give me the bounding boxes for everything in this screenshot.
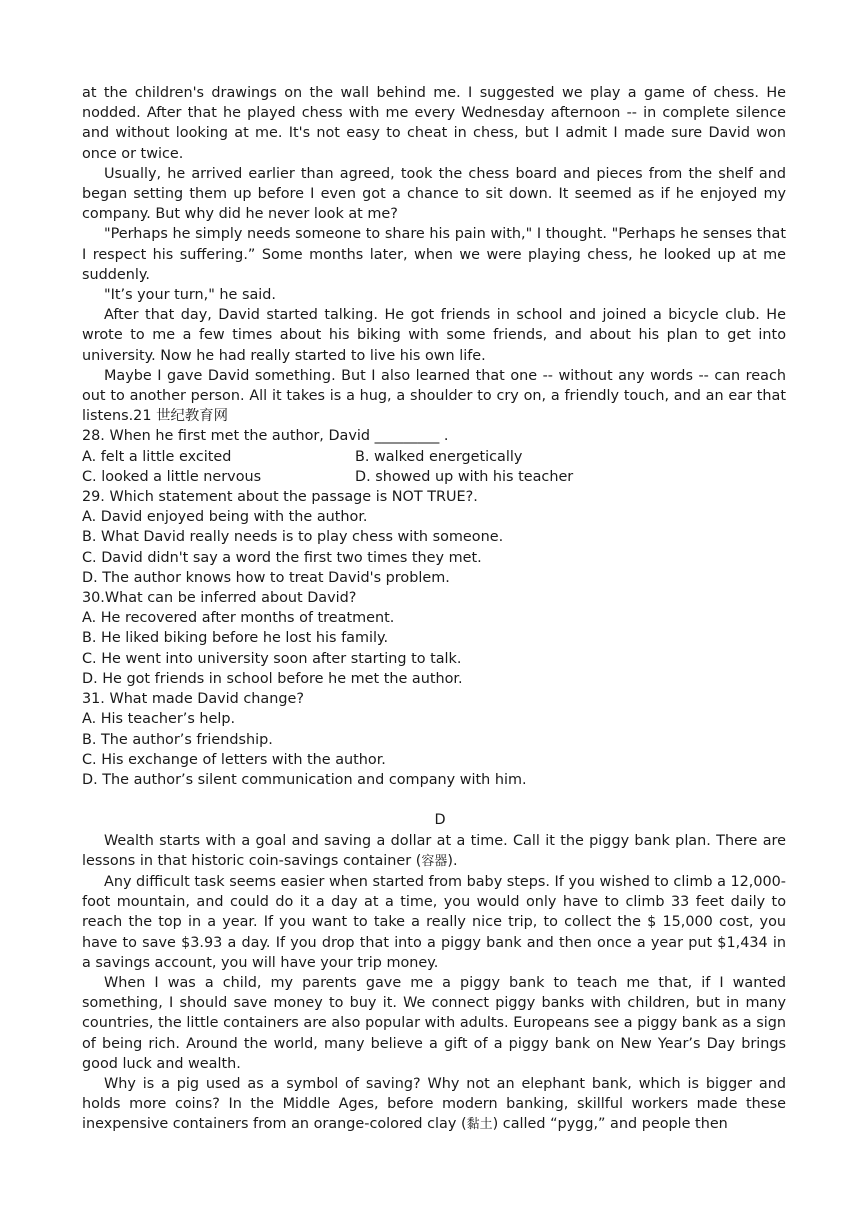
text-run: ). — [447, 852, 458, 869]
option-a: A. David enjoyed being with the author. — [82, 509, 368, 526]
option-d: D. The author knows how to treat David's problem. — [82, 569, 450, 586]
passage-d-paragraph — [82, 1074, 786, 1136]
option-b: B. He liked biking before he lost his family. — [82, 630, 389, 647]
question-29 — [82, 487, 786, 588]
passage-c-paragraph: at the children's drawings on the wall behind me. I suggested we play a game of chess. He nodded. After that he played chess with me every Wednesday afternoon -- in complete silence and without looking at me. It's not easy to cheat in chess, but I admit I made sure David won once or twice. — [82, 85, 786, 162]
option-c: C. He went into university soon after starting to talk. — [82, 650, 462, 667]
passage-d-paragraph: When I was a child, my parents gave me a piggy bank to teach me that, if I wanted something, I should save money to buy it. We connect piggy banks with children, but in many countries, the little containers are also popular with adults. Europeans see a piggy bank as a sign of being rich. Around the world, many believe a gift of a piggy bank on New Year’s Day brings good luck and wealth. — [82, 974, 786, 1072]
chinese-gloss: 黏土 — [466, 1117, 493, 1133]
option-row — [82, 447, 786, 467]
text-run: ) called “pygg,” and people then — [492, 1116, 728, 1133]
question-31 — [82, 689, 786, 790]
passage-c-paragraph: "It’s your turn," he said. — [104, 287, 276, 304]
option-d: D. The author’s silent communication and company with him. — [82, 771, 527, 788]
passage-c-paragraph: Maybe I gave David something. But I also learned that one -- without any words -- can reach out to another person. All it takes is a hug, a shoulder to cry on, a friendly touch, and an ear that listens.21 世纪教育网 — [82, 367, 786, 425]
option-d: D. showed up with his teacher — [355, 468, 574, 485]
option-c: C. David didn't say a word the first two times they met. — [82, 549, 482, 566]
option-a: A. felt a little excited — [82, 448, 232, 465]
question-30 — [82, 588, 786, 689]
question-stem: 30.What can be inferred about David? — [82, 590, 357, 607]
passage-c-paragraph: "Perhaps he simply needs someone to share his pain with," I thought. "Perhaps he senses that I respect his suffering.” Some months later, when we were playing chess, he looked up at me suddenly. — [82, 226, 786, 283]
option-c: C. looked a little nervous — [82, 468, 262, 485]
text-run: Wealth starts with a goal and saving a dollar at a time. Call it the piggy bank plan. There are lessons in that historic coin-savings container ( — [82, 832, 786, 869]
option-c: C. His exchange of letters with the author. — [82, 751, 386, 768]
passage-d-paragraph: Any difficult task seems easier when started from baby steps. If you wished to climb a 12,000-foot mountain, and could do it a day at a time, you would only have to climb 33 feet daily to reach the top in a year. If you want to take a really nice trip, to collect the $ 15,000 cost, you have to save $3.93 a day. If you drop that into a piggy bank and then once a year put $1,434 in a savings account, you will have your trip money. — [82, 873, 787, 971]
document-body — [82, 83, 786, 1136]
text-run: Why is a pig used as a symbol of saving? Why not an elephant bank, which is bigger and holds more coins? In the Middle Ages, before modern banking, skillful workers made these inexpensive containers from an orange-colored clay ( — [82, 1075, 786, 1133]
spacer — [82, 790, 786, 810]
option-b: B. walked energetically — [355, 448, 523, 465]
option-b: B. What David really needs is to play chess with someone. — [82, 529, 504, 546]
passage-c-paragraph: Usually, he arrived earlier than agreed, took the chess board and pieces from the shelf and began setting them up before I even got a chance to sit down. It seemed as if he enjoyed my company. But why did he never look at me? — [82, 165, 786, 223]
option-a: A. He recovered after months of treatment. — [82, 610, 395, 627]
chinese-gloss: 容器 — [421, 853, 448, 869]
question-stem: 31. What made David change? — [82, 691, 304, 708]
question-stem: 28. When he first met the author, David _________ . — [82, 428, 449, 445]
option-d: D. He got friends in school before he met the author. — [82, 670, 463, 687]
option-b: B. The author’s friendship. — [82, 731, 273, 748]
question-stem: 29. Which statement about the passage is NOT TRUE?. — [82, 489, 478, 506]
passage-d-paragraph — [82, 831, 786, 872]
option-a: A. His teacher’s help. — [82, 711, 236, 728]
question-28 — [82, 426, 786, 487]
option-row — [82, 467, 786, 487]
section-heading: D — [434, 812, 446, 829]
passage-c-paragraph: After that day, David started talking. He got friends in school and joined a bicycle club. He wrote to me a few times about his biking with some friends, and about his plan to get into university. Now he had really started to live his own life. — [82, 307, 786, 364]
